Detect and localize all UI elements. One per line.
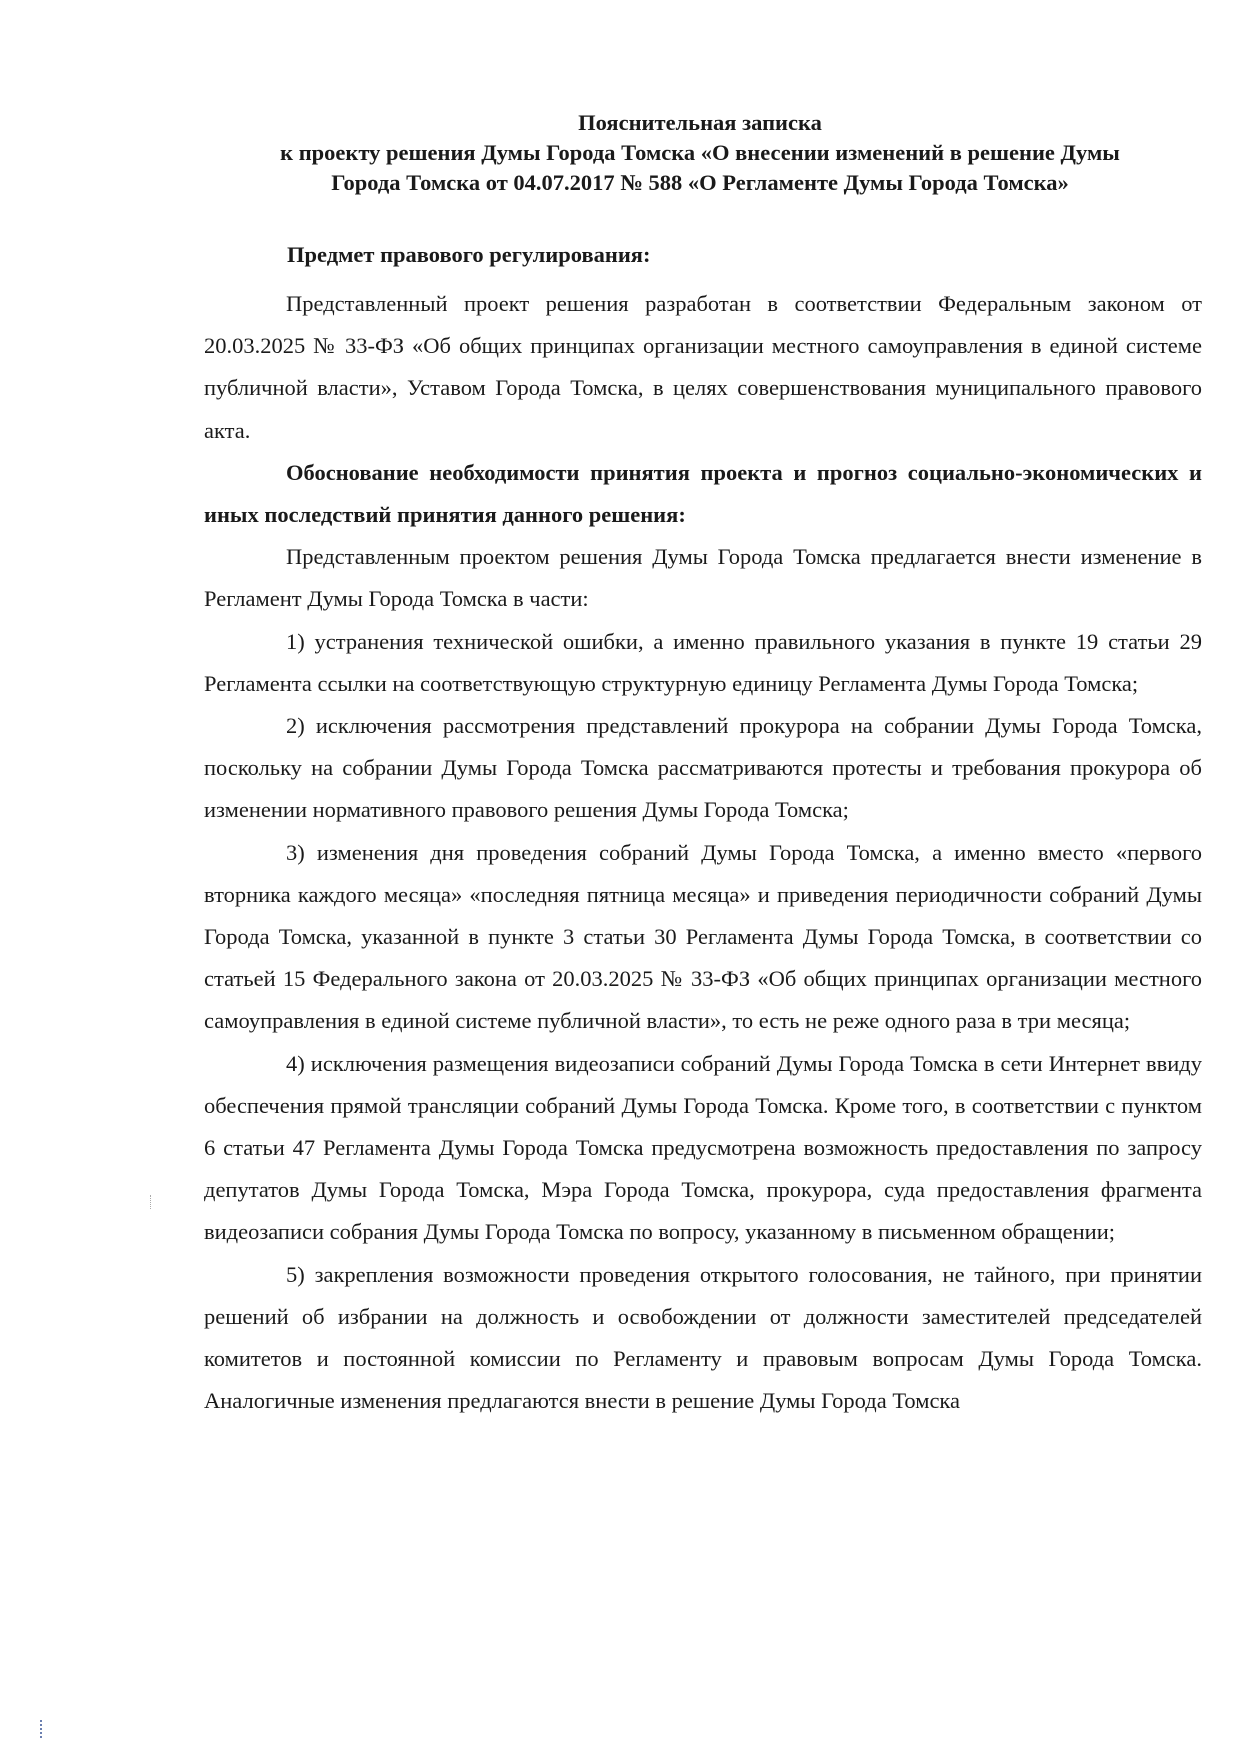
subject-paragraph: Представленный проект решения разработан в соответствии Федеральным законом от 20.03.2025 № 33-ФЗ «Об общих принципах организации местного самоуправления в единой системе публичной власти», Уставом Города Томска, в целях совершенствования муниципального правового акта. bbox=[204, 291, 1202, 443]
title-line-3: Города Томска от 04.07.2017 № 588 «О Регламенте Думы Города Томска» bbox=[331, 170, 1069, 195]
list-item: 4) исключения размещения видеозаписи собраний Думы Города Томска в сети Интернет ввиду обеспечения прямой трансляции собраний Думы Города Томска. Кроме того, в соответствии с пунктом 6 статьи 47 Регламента Думы Города Томска предусмотрена возможность предоставления по запросу депутатов Думы Города Томска, Мэра Города Томска, прокурора, суда предоставления фрагмента видеозаписи собрания Думы Города Томска по вопросу, указанному в письменном обращении; bbox=[204, 1050, 1202, 1245]
list-item: 5) закрепления возможности проведения открытого голосования, не тайного, при принятии решений об избрании на должность и освобождении от должности заместителей председателей комитетов и постоянной комиссии по Регламенту и правовым вопросам Думы Города Томска. Аналогичные изменения предлагаются внести в решение Думы Города Томска bbox=[204, 1261, 1202, 1414]
justification-heading: Обоснование необходимости принятия проекта и прогноз социально-экономических и иных последствий принятия данного решения: bbox=[204, 459, 1202, 528]
document-body bbox=[204, 283, 1202, 1422]
list-item: 3) изменения дня проведения собраний Думы Города Томска, а именно вместо «первого вторника каждого месяца» «последняя пятница месяца» и приведения периодичности собраний Думы Города Томска, указанной в пункте 3 статьи 30 Регламента Думы Города Томска, в соответствии со статьей 15 Федерального закона от 20.03.2025 № 33-ФЗ «Об общих принципах организации местного самоуправления в единой системе публичной власти», то есть не реже одного раза в три месяца; bbox=[204, 839, 1202, 1034]
scan-artifact bbox=[150, 1195, 153, 1209]
list-item: 2) исключения рассмотрения представлений прокурора на собрании Думы Города Томска, поскольку на собрании Думы Города Томска рассматриваются протесты и требования прокурора об изменении нормативного правового решения Думы Города Томска; bbox=[204, 713, 1202, 823]
scan-artifact bbox=[40, 1720, 45, 1738]
subject-heading: Предмет правового регулирования: bbox=[287, 242, 651, 267]
title-line-2: к проекту решения Думы Города Томска «О внесении изменений в решение Думы bbox=[280, 140, 1120, 165]
intro-paragraph: Представленным проектом решения Думы Города Томска предлагается внести изменение в Регламент Думы Города Томска в части: bbox=[204, 544, 1202, 612]
list-item: 1) устранения технической ошибки, а именно правильного указания в пункте 19 статьи 29 Регламента ссылки на соответствующую структурную единицу Регламента Думы Города Томска; bbox=[204, 628, 1202, 696]
document-title bbox=[200, 108, 1200, 198]
title-line-1: Пояснительная записка bbox=[578, 110, 822, 135]
